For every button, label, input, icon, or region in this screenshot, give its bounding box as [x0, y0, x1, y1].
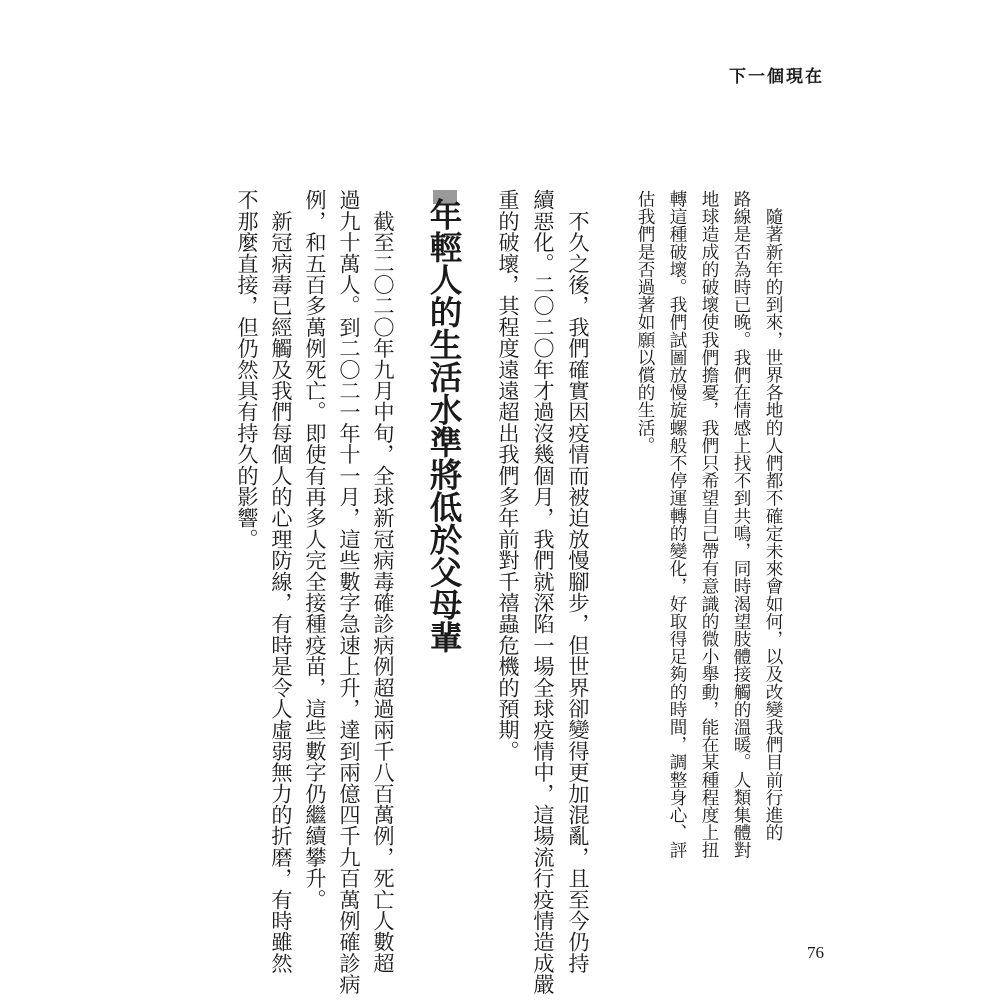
intro-line-5: 估我們是否過著如願以償的生活。: [635, 190, 655, 454]
intro-line-1: 隨著新年的到來，世界各地的人們都不確定未來會如何，以及改變我們目前行進的: [763, 190, 783, 842]
section-heading: 年輕人的生活水準將低於父母輩: [425, 198, 463, 653]
body2-line-2: 過九十萬人。到二〇二一年十一月，這些數字急速上升，達到兩億四千九百萬例確診病: [337, 189, 362, 995]
page-number: 76: [807, 943, 824, 962]
body2-line-1: 截至二〇二〇年九月中旬，全球新冠病毒確診病例超過兩千八百萬例，死亡人數超: [371, 189, 396, 974]
intro-line-4: 轉這種破壞。我們試圖放慢旋螺般不停運轉的變化，好取得足夠的時間，調整身心、評: [667, 190, 687, 859]
body3-line-1: 新冠病毒已經觸及我們每個人的心理防線，有時是令人虛弱無力的折磨，有時雖然: [269, 189, 294, 974]
body2-line-3: 例，和五百多萬例死亡。即使有再多人完全接種疫苗，這些數字仍繼續攀升。: [303, 189, 328, 910]
body1-line-1: 不久之後，我們確實因疫情而被迫放慢腳步，但世界卻變得更加混亂，且至今仍持: [566, 189, 591, 974]
intro-line-2: 路線是否為時已晚。我們在情感上找不到共鳴，同時渴望肢體接觸的溫暖。人類集體對: [731, 190, 751, 859]
intro-line-3: 地球造成的破壞使我們擔憂，我們只希望自己帶有意識的微小舉動，能在某種程度上扭: [699, 190, 719, 859]
running-header: 下一個現在: [729, 67, 824, 87]
body1-line-2: 續惡化。二〇二〇年才過沒幾個月，我們就深陷一場全球疫情中，這場流行疫情造成嚴: [531, 189, 556, 995]
body1-line-3: 重的破壞，其程度遠遠超出我們多年前對千禧蟲危機的預期。: [496, 189, 521, 762]
body3-line-2: 不那麼直接，但仍然具有持久的影響。: [235, 189, 260, 550]
